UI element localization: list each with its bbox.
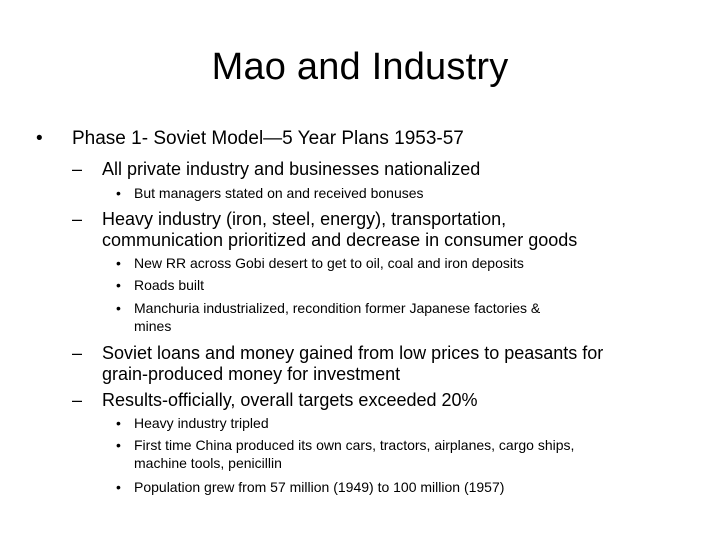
bullet-marker: • [116, 185, 121, 201]
bullet-sub2-line1: Heavy industry (iron, steel, energy), transportation, [102, 209, 507, 229]
bullet-sub4-2-line1: First time China produced its own cars, tractors, airplanes, cargo ships, [134, 437, 575, 453]
slide-title: Mao and Industry [211, 46, 509, 88]
bullet-sub3-line1: Soviet loans and money gained from low prices to peasants for [102, 343, 604, 363]
bullet-sub2-2: Roads built [134, 277, 205, 293]
bullet-main: Phase 1- Soviet Model—5 Year Plans 1953-57 [72, 128, 464, 149]
bullet-marker: • [116, 300, 121, 316]
bullet-sub2-3-line1: Manchuria industrialized, recondition former Japanese factories & [134, 300, 541, 316]
bullet-marker: • [116, 255, 121, 271]
bullet-marker: • [116, 479, 121, 495]
dash-marker: – [72, 390, 83, 410]
bullet-sub1: All private industry and businesses nationalized [102, 159, 481, 179]
bullet-sub2-1: New RR across Gobi desert to get to oil, coal and iron deposits [134, 255, 524, 271]
bullet-sub2-line2: communication prioritized and decrease in consumer goods [102, 230, 578, 250]
bullet-marker: • [116, 415, 121, 431]
bullet-sub3-line2: grain-produced money for investment [102, 364, 401, 384]
bullet-sub4-2-line2: machine tools, penicillin [134, 455, 282, 471]
bullet-marker: • [36, 128, 43, 149]
bullet-sub1-1: But managers stated on and received bonuses [134, 185, 424, 201]
dash-marker: – [72, 159, 83, 179]
bullet-marker: • [116, 437, 121, 453]
bullet-sub4-3: Population grew from 57 million (1949) to 100 million (1957) [134, 479, 505, 495]
bullet-marker: • [116, 277, 121, 293]
bullet-sub4: Results-officially, overall targets exceeded 20% [102, 390, 478, 410]
bullet-sub2-3-line2: mines [134, 318, 172, 334]
bullet-sub4-1: Heavy industry tripled [134, 415, 269, 431]
dash-marker: – [72, 343, 83, 363]
dash-marker: – [72, 209, 83, 229]
